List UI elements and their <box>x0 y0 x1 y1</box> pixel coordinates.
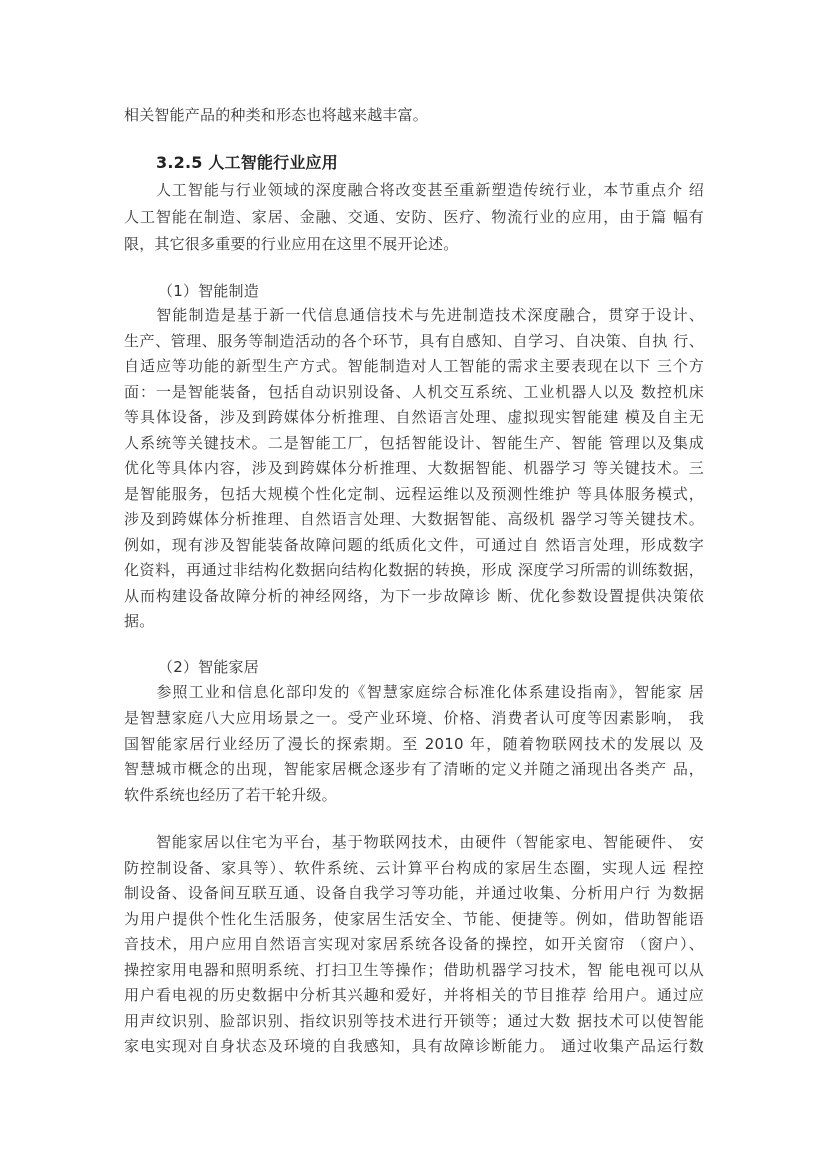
smart-home-p1-line: 是智慧家庭八大应用场景之一。受产业环境、价格、消费者认可度等因素影响， 我 <box>124 709 704 727</box>
section-intro-line: 人工智能与行业领域的深度融合将改变甚至重新塑造传统行业，本节重点介 绍 <box>124 181 704 199</box>
manufacturing-line: 据。 <box>124 612 155 630</box>
smart-home-p1-line: 国智能家居行业经历了漫长的探索期。至 2010 年，随着物联网技术的发展以 及 <box>124 735 704 753</box>
smart-home-p2-line: 防控制设备、家具等）、软件系统、云计算平台构成的家居生态圈，实现人远 程控 <box>124 859 704 877</box>
manufacturing-line: 自适应等功能的新型生产方式。智能制造对人工智能的需求主要表现在以下 三个方 <box>124 357 704 375</box>
subsection-title-smart-home: （2）智能家居 <box>158 658 259 676</box>
smart-home-p1-line: 软件系统也经历了若干轮升级。 <box>124 786 337 804</box>
manufacturing-line: 例如，现有涉及智能装备故障问题的纸质化文件，可通过自 然语言处理，形成数字 <box>124 536 704 554</box>
manufacturing-line: 是智能服务，包括大规模个性化定制、远程运维以及预测性维护 等具体服务模式， <box>124 485 704 503</box>
smart-home-p1-line: 智慧城市概念的出现，智能家居概念逐步有了清晰的定义并随之涌现出各类产 品， <box>124 760 704 778</box>
smart-home-p2-line: 智能家居以住宅为平台，基于物联网技术，由硬件（智能家电、智能硬件、 安 <box>124 833 704 851</box>
smart-home-p2-line: 操控家用电器和照明系统、打扫卫生等操作；借助机器学习技术，智 能电视可以从 <box>124 961 704 979</box>
manufacturing-line: 优化等具体内容，涉及到跨媒体分析推理、大数据智能、机器学习 等关键技术。三 <box>124 459 704 477</box>
smart-home-p2-line: 制设备、设备间互联互通、设备自我学习等功能，并通过收集、分析用户行 为数据 <box>124 884 704 902</box>
manufacturing-line: 生产、管理、服务等制造活动的各个环节，具有自感知、自学习、自决策、自执 行、 <box>124 332 704 350</box>
smart-home-p2-line: 用声纹识别、脸部识别、指纹识别等技术进行开锁等；通过大数 据技术可以使智能 <box>124 1012 704 1030</box>
manufacturing-line: 面：一是智能装备，包括自动识别设备、人机交互系统、工业机器人以及 数控机床 <box>124 383 704 401</box>
manufacturing-line: 智能制造是基于新一代信息通信技术与先进制造技术深度融合，贯穿于设计、 <box>124 306 704 324</box>
manufacturing-line: 等具体设备，涉及到跨媒体分析推理、自然语言处理、虚拟现实智能建 模及自主无 <box>124 408 704 426</box>
section-intro-line: 人工智能在制造、家居、金融、交通、安防、医疗、物流行业的应用，由于篇 幅有 <box>124 208 704 226</box>
smart-home-p2-line: 家电实现对自身状态及环境的自我感知，具有故障诊断能力。 通过收集产品运行数 <box>124 1037 704 1055</box>
smart-home-p1-line: 参照工业和信息化部印发的《智慧家庭综合标准化体系建设指南》，智能家 居 <box>124 683 704 701</box>
section-heading: 3.2.5 人工智能行业应用 <box>156 153 338 172</box>
manufacturing-line: 人系统等关键技术。二是智能工厂，包括智能设计、智能生产、智能 管理以及集成 <box>124 434 704 452</box>
manufacturing-line: 涉及到跨媒体分析推理、自然语言处理、大数据智能、高级机 器学习等关键技术。 <box>124 510 704 528</box>
intro-tail-line: 相关智能产品的种类和形态也将越来越丰富。 <box>124 106 429 124</box>
manufacturing-line: 从而构建设备故障分析的神经网络，为下一步故障诊 断、优化参数设置提供决策依 <box>124 587 704 605</box>
smart-home-p2-line: 用户看电视的历史数据中分析其兴趣和爱好，并将相关的节目推荐 给用户。通过应 <box>124 986 704 1004</box>
smart-home-p2-line: 为用户提供个性化生活服务，使家居生活安全、节能、便捷等。例如，借助智能语 <box>124 910 704 928</box>
section-intro-line: 限，其它很多重要的行业应用在这里不展开论述。 <box>124 235 459 253</box>
manufacturing-line: 化资料，再通过非结构化数据向结构化数据的转换，形成 深度学习所需的训练数据， <box>124 561 704 579</box>
smart-home-p2-line: 音技术，用户应用自然语言实现对家居系统各设备的操控，如开关窗帘 （窗户）、 <box>124 935 704 953</box>
subsection-title-manufacturing: （1）智能制造 <box>158 282 259 300</box>
